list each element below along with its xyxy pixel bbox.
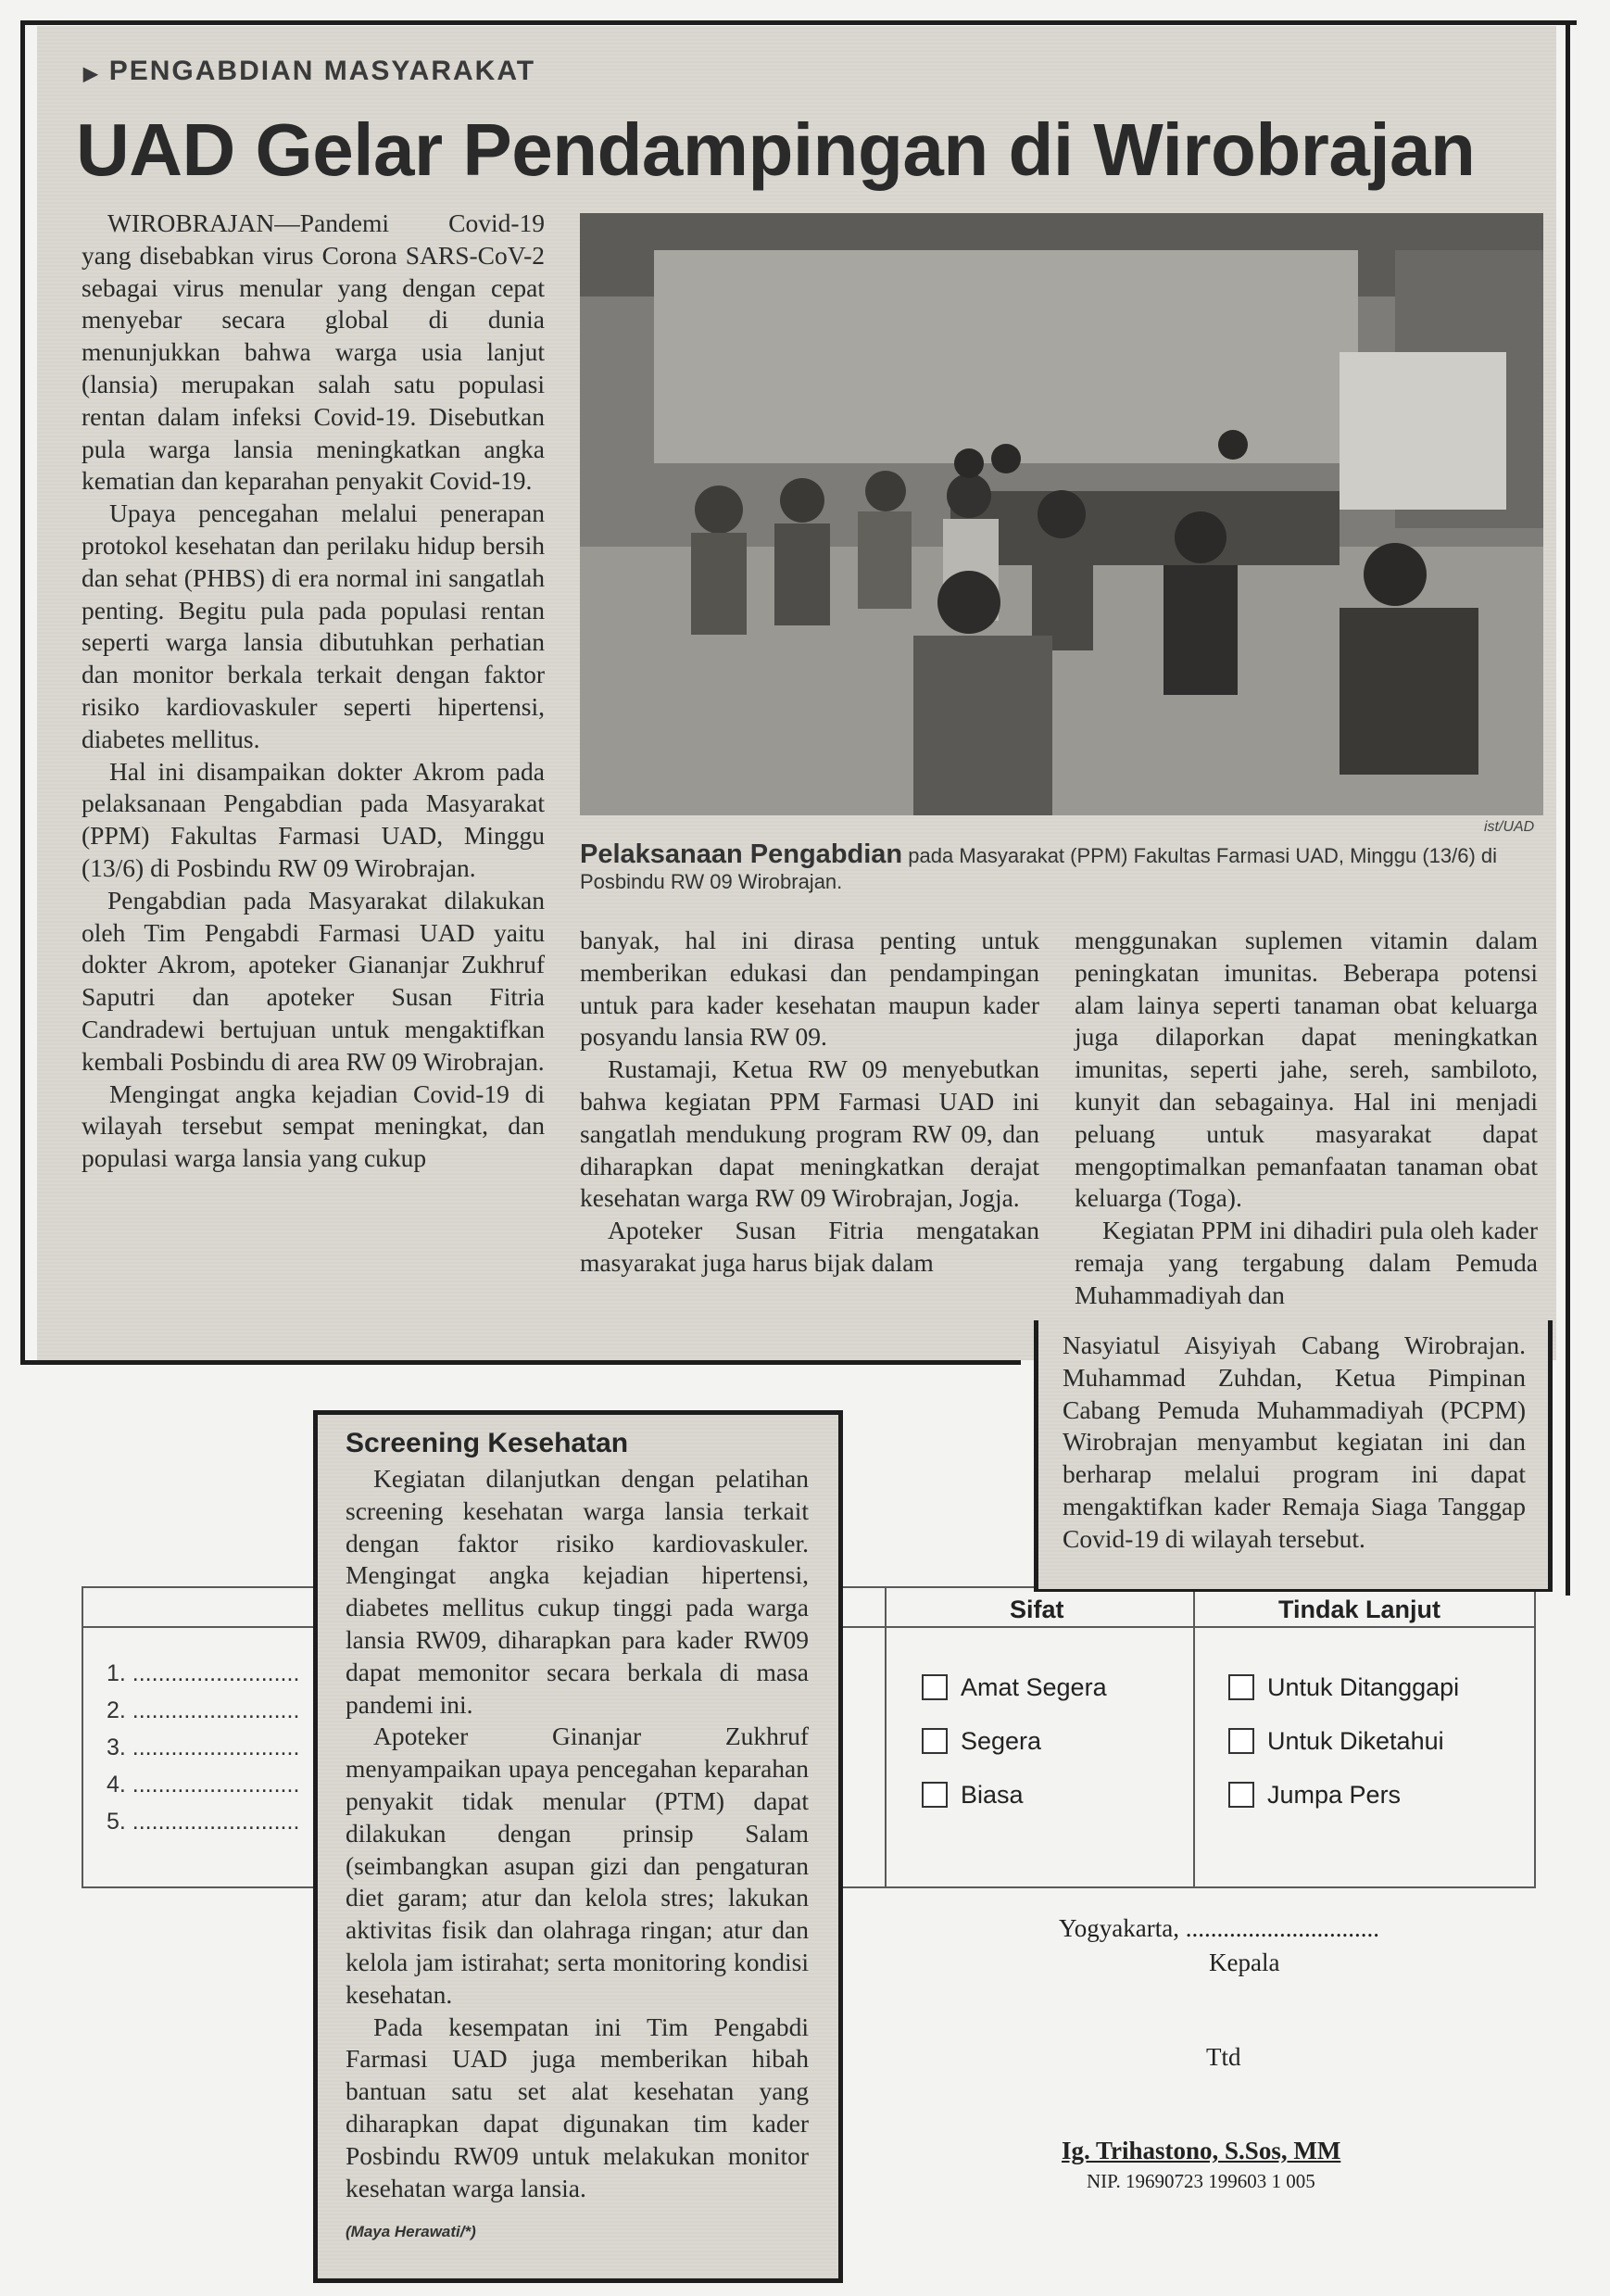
checkbox-icon xyxy=(922,1728,948,1754)
col2-paragraph: Rustamaji, Ketua RW 09 menyebutkan bahwa kegiatan PPM Farmasi UAD ini sangatlah mendukung program RW 09, dan diharapkan dapat meningkatkan derajat kesehatan warga RW 09 Wirobrajan, Jogja. xyxy=(580,1054,1039,1213)
box-paragraph: Apoteker Ginanjar Zukhruf menyampaikan upaya pencegahan keparahan penyakit tidak menular (PTM) dapat dilakukan dengan prinsip Salam (seimbangkan asupan gizi dan pengaturan diet garam; atur dan kelola stres; lakukan aktivitas fisik dan olahraga ringan; atur dan kelola jam istirahat; serta monitoring kondisi kesehatan. xyxy=(346,1722,809,2009)
box-paragraph: Pada kesempatan ini Tim Pengabdi Farmasi UAD juga memberikan hibah bantuan satu set alat kesehatan yang diharapkan dapat digunakan tim kader Posbindu RW09 untuk melakukan monitor kesehatan warga lansia. xyxy=(346,2012,809,2202)
main-clipping xyxy=(37,26,1556,1360)
kicker-text: PENGABDIAN MASYARAKAT xyxy=(108,56,536,86)
col3-paragraph: menggunakan suplemen vitamin dalam peningkatan imunitas. Beberapa potensi alam lainya seperti tanaman obat keluarga juga dilaporkan dapat meningkatkan imunitas, seperti jahe, sereh, sambiloto, kunyit dan sebagainya. Hal ini menjadi peluang untuk masyarakat dapat mengoptimalkan pemanfaatan tanaman obat keluarga (Toga). xyxy=(1075,926,1538,1213)
signer-name: Ig. Trihastono, S.Sos, MM xyxy=(1062,2137,1341,2164)
col1-paragraph: Mengingat angka kejadian Covid-19 di wilayah tersebut sempat meningkat, dan populasi warga lansia yang cukup xyxy=(82,1079,545,1173)
checkbox-icon xyxy=(922,1674,948,1700)
col1-paragraph: Upaya pencegahan melalui penerapan protokol kesehatan dan perilaku hidup bersih dan sehat (PHBS) di era normal ini sangatlah penting. Begitu pula pada populasi rentan seperti warga lansia dibutuhkan perhatian dan monitor berkala terkait dengan faktor risiko kardiovaskuler seperti hipertensi, diabetes mellitus. xyxy=(82,498,545,753)
tindak-options xyxy=(1228,1660,1459,1822)
checkbox-label: Segera xyxy=(961,1726,1042,1755)
continuation-clipping xyxy=(1034,1320,1553,1592)
col-tindak-header: Tindak Lanjut xyxy=(1278,1596,1441,1623)
checkbox-icon xyxy=(1228,1728,1254,1754)
box-paragraph: Kegiatan dilanjutkan dengan pelatihan screening kesehatan warga lansia terkait dengan faktor risiko kardiovaskuler. Mengingat angka kejadian hipertensi, diabetes mellitus cukup tinggi pada warga lansia RW09, diharapkan para kader RW09 dapat memonitor secara berkala di masa pandemi ini. xyxy=(346,1464,809,1719)
list-item: 5. .......................... xyxy=(107,1809,300,1835)
form-left-line xyxy=(82,1586,83,1888)
list-item: 4. .......................... xyxy=(107,1772,300,1798)
col2-paragraph: banyak, hal ini dirasa penting untuk memberikan edukasi dan pendampingan untuk para kader kesehatan maupun kader posyandu lansia RW 09. xyxy=(580,926,1039,1052)
caption-bold: Pelaksanaan Pengabdian xyxy=(580,839,903,869)
list-item: 3. .......................... xyxy=(107,1735,300,1760)
box-title: Screening Kesehatan xyxy=(346,1428,629,1458)
checkbox-label: Untuk Diketahui xyxy=(1267,1726,1444,1755)
signature-placeholder: Ttd xyxy=(1206,2043,1241,2071)
col1-paragraph: Pengabdian pada Masyarakat dilakukan oleh Tim Pengabdi Farmasi UAD yaitu dokter Akrom, apoteker Giananjar Zukhruf Saputri dan apoteker Susan Fitria Candradewi bertujuan untuk mengaktifkan kembali Posbindu di area RW 09 Wirobrajan. xyxy=(82,885,545,1076)
sifat-options xyxy=(922,1660,1107,1822)
checkbox-label: Biasa xyxy=(961,1780,1024,1809)
checkbox-biasa[interactable] xyxy=(922,1768,1107,1822)
clipping-border-top xyxy=(20,20,1577,25)
numbered-list xyxy=(107,1660,299,1846)
checkbox-untuk-diketahui[interactable] xyxy=(1228,1714,1459,1768)
photo-credit: ist/UAD xyxy=(1484,819,1535,835)
continuation-paragraph: Nasyiatul Aisyiyah Cabang Wirobrajan. Muhammad Zuhdan, Ketua Pimpinan Cabang Pemuda Muhammadiyah (PCPM) Wirobrajan menyambut kegiatan ini dan berharap melalui program ini dapat mengaktifkan kader Remaja Siaga Tanggap Covid-19 di wilayah tersebut. xyxy=(1063,1331,1526,1553)
signer-nip: NIP. 19690723 199603 1 005 xyxy=(1087,2170,1315,2192)
checkbox-label: Untuk Ditanggapi xyxy=(1267,1672,1460,1701)
checkbox-icon xyxy=(1228,1782,1254,1808)
headline: UAD Gelar Pendampingan di Wirobrajan xyxy=(76,108,1476,191)
form-right-line xyxy=(1534,1586,1536,1888)
signer-role: Kepala xyxy=(1209,1949,1280,1976)
article-column-1 xyxy=(82,208,545,1175)
section-kicker xyxy=(83,56,535,87)
article-photo xyxy=(580,213,1543,815)
clipping-border-bottom xyxy=(20,1360,1021,1365)
checkbox-untuk-ditanggapi[interactable] xyxy=(1228,1660,1459,1714)
clipping-border-right xyxy=(1566,20,1570,1596)
screening-clipping xyxy=(313,1410,843,2283)
checkbox-icon xyxy=(1228,1674,1254,1700)
place-date: Yogyakarta, ............................... xyxy=(1059,1914,1379,1942)
checkbox-jumpa-pers[interactable] xyxy=(1228,1768,1459,1822)
clipping-border-left xyxy=(20,20,25,1364)
form-mid-line xyxy=(885,1586,887,1888)
col-sifat-header: Sifat xyxy=(1010,1596,1064,1623)
kicker-arrow-icon: ▶ xyxy=(83,64,100,84)
list-item: 1. .......................... xyxy=(107,1660,300,1686)
checkbox-amat-segera[interactable] xyxy=(922,1660,1107,1714)
box-body xyxy=(346,1463,809,2204)
continuation-text xyxy=(1063,1330,1526,1556)
article-column-3 xyxy=(1075,925,1538,1312)
byline: (Maya Herawati/*) xyxy=(346,2223,476,2240)
caption-rest: pada Masyarakat (PPM) Fakultas Farmasi UAD, Minggu (13/6) di Posbindu RW 09 Wirobrajan. xyxy=(580,844,1498,893)
photo-caption xyxy=(580,841,1543,895)
checkbox-label: Jumpa Pers xyxy=(1267,1780,1402,1809)
col3-paragraph: Kegiatan PPM ini dihadiri pula oleh kader remaja yang tergabung dalam Pemuda Muhammadiyah dan xyxy=(1075,1216,1538,1309)
col2-paragraph: Apoteker Susan Fitria mengatakan masyarakat juga harus bijak dalam xyxy=(580,1216,1039,1277)
checkbox-label: Amat Segera xyxy=(961,1672,1107,1701)
article-column-2 xyxy=(580,925,1039,1280)
checkbox-icon xyxy=(922,1782,948,1808)
col1-paragraph: Hal ini disampaikan dokter Akrom pada pelaksanaan Pengabdian pada Masyarakat (PPM) Fakultas Farmasi UAD, Minggu (13/6) di Posbindu RW 09 Wirobrajan. xyxy=(82,756,545,882)
form-mid2-line xyxy=(1193,1586,1195,1888)
col1-paragraph: WIROBRAJAN—Pandemi Covid-19 yang disebabkan virus Corona SARS-CoV-2 sebagai virus menular yang dengan cepat menyebar secara global di dunia menunjukkan bahwa warga usia lanjut (lansia) merupakan salah satu populasi rentan dalam infeksi Covid-19. Disebutkan pula warga lansia meningkatkan angka kematian dan keparahan penyakit Covid-19. xyxy=(82,208,545,496)
list-item: 2. .......................... xyxy=(107,1697,300,1723)
checkbox-segera[interactable] xyxy=(922,1714,1107,1768)
